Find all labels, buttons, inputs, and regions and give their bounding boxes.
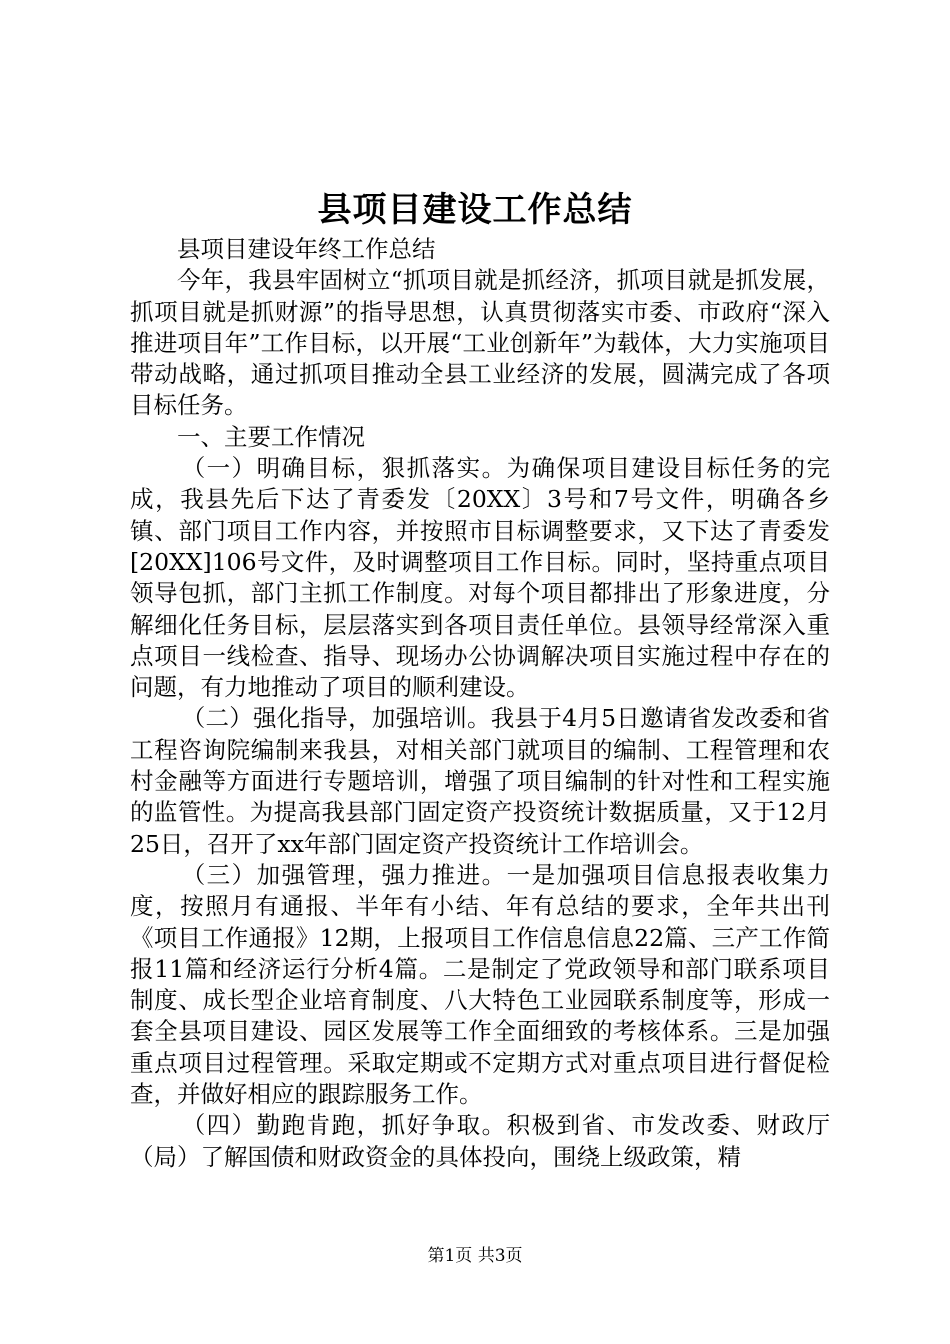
- document-title: 县项目建设工作总结: [317, 190, 633, 230]
- paragraph-section-4: （四）勤跑肯跑，抓好争取。积极到省、市发改委、财政厅（局）了解国债和财政资金的具体投向，围绕上级政策，精: [130, 1111, 830, 1171]
- paragraph-section-2: （二）强化指导，加强培训。我县于4月5日邀请省发改委和省工程咨询院编制来我县，对相关部门就项目的编制、工程管理和农村金融等方面进行专题培训，增强了项目编制的针对性和工程实施的监管性。为提高我县部门固定资产投资统计数据质量，又于12月25日，召开了xx年部门固定资产投资统计工作培训会。: [130, 704, 830, 858]
- document-subtitle: 县项目建设年终工作总结: [177, 235, 436, 263]
- paragraph-section-3: （三）加强管理，强力推进。一是加强项目信息报表收集力度，按照月有通报、半年有小结、年有总结的要求，全年共出刊《项目工作通报》12期，上报项目工作信息信息22篇、三产工作简报11篇和经济运行分析4篇。二是制定了党政领导和部门联系项目制度、成长型企业培育制度、八大特色工业园联系制度等，形成一套全县项目建设、园区发展等工作全面细致的考核体系。三是加强重点项目过程管理。采取定期或不定期方式对重点项目进行督促检查，并做好相应的跟踪服务工作。: [130, 860, 830, 1109]
- paragraph-section-1: （一）明确目标，狠抓落实。为确保项目建设目标任务的完成，我县先后下达了青委发〔20XX〕3号和7号文件，明确各乡镇、部门项目工作内容，并按照市目标调整要求，又下达了青委发[20XX]106号文件，及时调整项目工作目标。同时，坚持重点项目领导包抓，部门主抓工作制度。对每个项目都排出了形象进度，分解细化任务目标，层层落实到各项目责任单位。县领导经常深入重点项目一线检查、指导、现场办公协调解决项目实施过程中存在的问题，有力地推动了项目的顺利建设。: [130, 454, 830, 702]
- document-body: [130, 234, 830, 1173]
- section-heading: 一、主要工作情况: [177, 422, 365, 451]
- paragraph-intro: 今年，我县牢固树立“抓项目就是抓经济，抓项目就是抓发展，抓项目就是抓财源”的指导思想，认真贯彻落实市委、市政府“深入推进项目年”工作目标，以开展“工业创新年”为载体，大力实施项目带动战略，通过抓项目推动全县工业经济的发展，圆满完成了各项目标任务。: [130, 266, 830, 420]
- page-footer: 第1页 共3页: [427, 1246, 523, 1266]
